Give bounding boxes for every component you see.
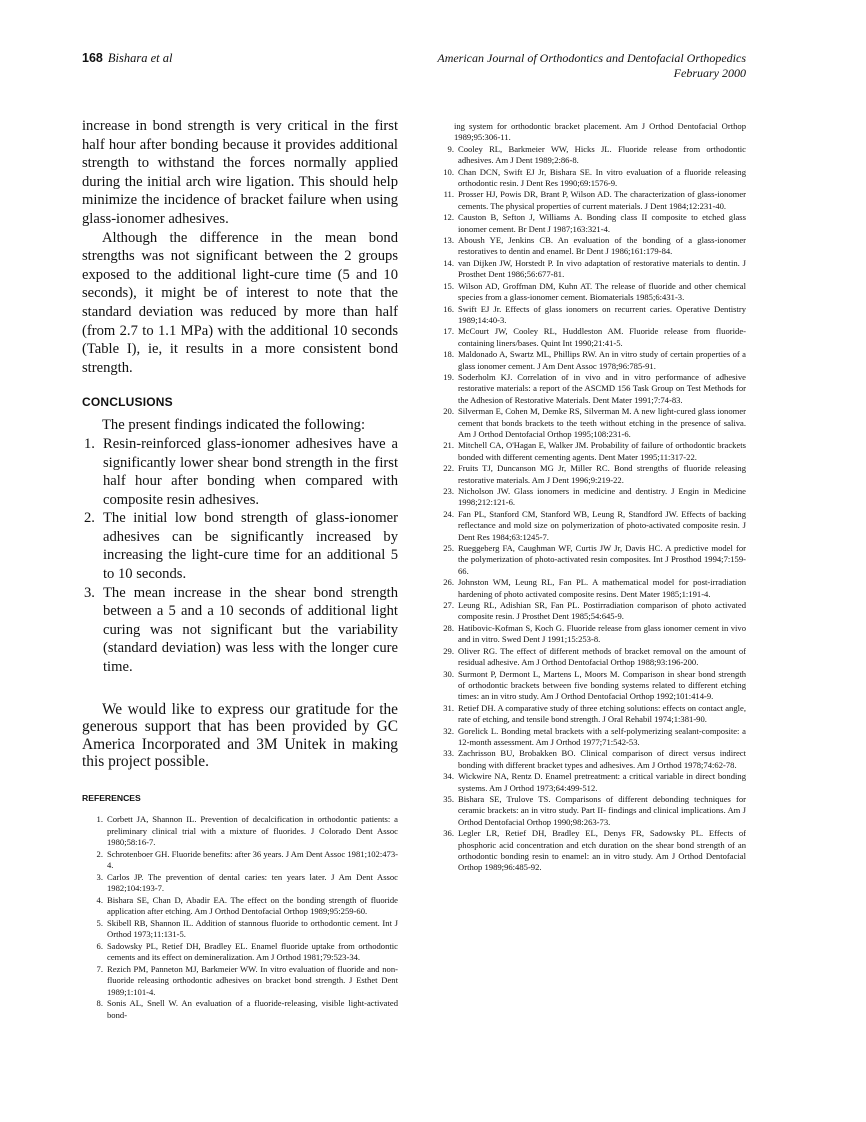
item-number: 6. [96,940,103,951]
item-number: 1. [84,435,95,452]
item-text: Aboush YE, Jenkins CB. An evaluation of the bonding of a glass-ionomer restoratives to dentin and enamel. Br Dent J 1986;161:179-84. [458,235,746,257]
references-list-left [82,814,398,1021]
reference-item [86,964,398,999]
reference-item [86,814,398,849]
item-number: 10. [443,166,454,177]
item-text: The initial low bond strength of glass-ionomer adhesives can be significantly increased by increasing the light-cure time for an additional 5 to 10 seconds. [103,510,398,583]
item-text: Bishara SE, Trulove TS. Comparisons of different debonding techniques for ceramic brackets: an in vitro study. Part II- findings and clinical implications. Am J Orthod Dentofacial Orthop 1990;98:263-73. [458,793,746,827]
conclusions-intro: The present findings indicated the following: [102,417,366,434]
item-text: Nicholson JW. Glass ionomers in medicine and dentistry. J Engin in Medicine 1998;212:121-6. [458,486,746,508]
item-text: Wickwire NA, Rentz D. Enamel pretreatment: a critical variable in direct bonding systems. Am J Orthod 1973;64:499-512. [458,771,746,793]
item-text: Maldonado A, Swartz ML, Phillips RW. An in vitro study of certain properties of a glass ionomer cement. J Am Dent Assoc 1978;96:785-91. [458,349,746,371]
item-text: Leung RL, Adishian SR, Fan PL. Postirradiation comparison of photo activated composite resin. J Prosthet Dent 1985;54:645-9. [458,600,746,622]
reference-item [437,212,746,235]
item-number: 5. [96,917,103,928]
item-number: 28. [443,622,454,633]
reference-item [86,895,398,918]
reference-item [437,577,746,600]
running-authors: Bishara et al [107,51,173,65]
item-text: Resin-reinforced glass-ionomer adhesives have a significantly lower shear bond strength in the first half hour after bonding when compared with composite resin adhesives. [103,435,398,508]
item-number: 29. [443,645,454,656]
item-text: Hatibovic-Kofman S, Koch G. Fluoride release from glass ionomer cement in vivo and in vitro. Swed Dent J 1991;15:253-8. [458,622,746,645]
item-text: Johnston WM, Leung RL, Fan PL. A mathematical model for post-irradiation hardening of photo activated composite resins. Dent Mater 1985;1:191-4. [458,577,746,599]
item-text: Gorelick L. Bonding metal brackets with a self-polymerizing sealant-composite: a 12-month assessment. Am J Orthod 1977;71:542-53. [458,725,746,747]
item-text: Carlos JP. The prevention of dental caries: ten years later. J Am Dent Assoc 1982;104:193-7. [107,871,398,893]
issue-date: February 2000 [673,66,746,80]
reference-item [437,406,746,440]
body-paragraph: Although the difference in the mean bond strengths was not significant between the 2 groups exposed to the additional light-cure time (5 and 10 seconds), it might be of interest to note that the standard deviation was reduced by more than half (from 2.7 to 1.1 MPa) with the additional 10 seconds (Table I), ie, it results in a more consistent bond strength. [82,229,398,376]
running-header-right [437,51,746,81]
reference-item [437,372,746,406]
conclusions-list [82,435,398,677]
reference-item [437,771,746,794]
item-number: 3. [96,871,103,882]
reference-continuation: ing system for orthodontic bracket placement. Am J Orthod Dentofacial Orthop 1989;95:306-11. [454,121,746,143]
reference-item [437,748,746,771]
reference-item [437,509,746,543]
reference-item [86,998,398,1021]
item-number: 36. [443,828,454,839]
reference-item [437,258,746,281]
item-text: The mean increase in the shear bond strength between a 5 and a 10 seconds of additional light curing was not significant but the variability (standard deviation) was less with the longer cure time. [103,584,398,676]
item-number: 22. [443,463,454,474]
item-number: 2. [96,848,103,859]
item-text: Cooley RL, Barkmeier WW, Hicks JL. Fluoride release from orthodontic adhesives. Am J Dent 1989;2:86-8. [458,143,746,166]
item-text: Sonis AL, Snell W. An evaluation of a fluoride-releasing, visible light-activated bond- [107,998,398,1020]
left-column [82,117,398,1021]
reference-item [437,463,746,486]
item-number: 24. [443,508,454,519]
item-text: Rueggeberg FA, Caughman WF, Curtis JW Jr, Davis HC. A predictive model for the polymerization of photo-activated resin composites. Int J Prosthod 1994;7:159-66. [458,543,746,576]
reference-item [437,326,746,349]
conclusion-item [82,435,398,509]
reference-item [437,349,746,372]
item-text: Chan DCN, Swift EJ Jr, Bishara SE. In vitro evaluation of a fluoride releasing orthodontic resin. J Dent Res 1990;69:1576-9. [458,166,746,189]
item-number: 32. [443,725,454,736]
item-text: Schrotenboer GH. Fluoride benefits: after 36 years. J Am Dent Assoc 1981;102:473-4. [107,848,398,870]
item-text: Corbett JA, Shannon IL. Prevention of decalcification in orthodontic patients: a preliminary clinical trial with a mixture of fluorides. J Colorado Dent Assoc 1980;58:16-7. [107,814,398,847]
item-number: 9. [447,143,454,154]
item-text: McCourt JW, Cooley RL, Huddleston AM. Fluoride release from fluoride-containing liners/bases. Quint Int 1990;21:41-5. [458,326,746,348]
reference-item [437,543,746,577]
item-number: 4. [96,894,103,905]
item-text: Causton B, Sefton J, Williams A. Bonding class II composite to etched glass ionomer cement. Br Dent J 1987;163:321-4. [458,212,746,234]
right-column [437,121,746,874]
item-number: 23. [443,486,454,496]
item-number: 33. [443,748,454,759]
item-number: 18. [443,349,454,360]
item-text: Rezich PM, Panneton MJ, Barkmeier WW. In vitro evaluation of fluoride and non-fluoride releasing orthodontic adhesives on bracket bond strength. J Esthet Dent 1989;1:101-4. [107,963,398,997]
item-text: Surmont P, Dermont L, Martens L, Moors M. Comparison in shear bond strength of orthodontic brackets between five bonding systems related to different etching times: an in vitro study. Am J Orthod Dentofacial Orthop 1992;101:414-9. [458,668,746,702]
item-number: 35. [443,793,454,804]
item-number: 27. [443,600,454,611]
item-text: Soderholm KJ. Correlation of in vivo and in vitro performance of adhesive restorative materials: a report of the ASCMD 156 Task Group on Test Methods for the Adhesion of Restorative Materials. Dent Mater 1991;7:74-83. [458,371,746,405]
item-text: Silverman E, Cohen M, Demke RS, Silverman M. A new light-cured glass ionomer cement that bonds brackets to the teeth without etching in the presence of saliva. Am J Orthod Dentofacial Orthop 1995;108:231-6. [458,406,746,439]
item-number: 1. [96,814,103,824]
reference-item [86,941,398,964]
item-number: 7. [96,963,103,974]
item-number: 19. [443,371,454,382]
references-heading: REFERENCES [82,793,141,803]
reference-item [86,849,398,872]
item-text: Retief DH. A comparative study of three etching solutions: effects on contact angle, rate of etching, and tensile bond strength. J Oral Rehabil 1974;1:381-90. [458,702,746,725]
item-text: Swift EJ Jr. Effects of glass ionomers on recurrent caries. Operative Dentistry 1989;14:40-3. [458,303,746,325]
item-number: 30. [443,668,454,679]
reference-item [437,669,746,703]
item-text: Fruits TJ, Duncanson MG Jr, Miller RC. Bond strengths of fluoride releasing restorative materials. Am J Dent 1996;9:219-22. [458,463,746,485]
running-header-left [82,51,172,66]
reference-item [437,600,746,623]
item-text: Bishara SE, Chan D, Abadir EA. The effect on the bonding strength of fluoride application after etching. Am J Orthod Dentofacial Orthop 1989;95:259-60. [107,894,398,916]
item-number: 34. [443,771,454,782]
item-number: 11. [443,189,454,200]
item-text: Skibell RB, Shannon IL. Addition of stannous fluoride to orthodontic cement. Int J Orthod 1973;11:131-5. [107,917,398,939]
item-text: van Dijken JW, Horstedt P. In vivo adaptation of restorative materials to dentin. J Prosthet Dent 1986;56:677-81. [458,257,746,280]
item-number: 12. [443,212,454,223]
item-number: 26. [443,577,454,588]
item-text: Oliver RG. The effect of different methods of bracket removal on the amount of residual adhesive. Am J Orthod Dentofacial Orthop 1988;93:196-200. [458,645,746,668]
reference-item [86,918,398,941]
reference-item [437,144,746,167]
item-text: Sadowsky PL, Retief DH, Bradley EL. Enamel fluoride uptake from orthodontic cements and its effect on demineralization. Am J Orthod 1981;79:523-34. [107,940,398,962]
conclusion-item [82,509,398,583]
item-text: Fan PL, Stanford CM, Stanford WB, Leung R, Standford JW. Effects of backing reflectance and mold size on polymerization of photo-activated composite resin. J Dent Res 1984;63:1245-7. [458,508,746,542]
body-paragraph: increase in bond strength is very critical in the first half hour after bonding because it provides additional strength to withstand the forces normally applied during the initial arch wire ligation. This should help minimize the incidence of bracket failure when using glass-ionomer adhesives. [82,118,398,227]
reference-item [86,872,398,895]
reference-item [437,828,746,874]
reference-item [437,189,746,212]
item-number: 2. [84,510,95,527]
conclusion-item [82,584,398,677]
item-number: 3. [84,584,95,601]
item-text: Legler LR, Retief DH, Bradley EL, Denys FR, Sadowsky PL. Effects of phosphoric acid concentration and etch duration on the shear bond strength of an orthodontic bonding resin to enamel: an in vitro study. Am J Orthod Dentofacial Orthop 1989;96:485-92. [458,828,746,873]
item-number: 20. [443,406,454,417]
item-number: 25. [443,543,454,554]
reference-item [437,304,746,327]
item-number: 21. [443,440,454,451]
reference-item [437,623,746,646]
item-text: Zachrisson BU, Brobakken BO. Clinical comparison of direct versus indirect bonding with different bracket types and adhesives. Am J Orthod 1978;74:62-78. [458,748,746,770]
item-number: 16. [443,303,454,314]
reference-item [437,646,746,669]
references-list-right [437,144,746,874]
reference-item [437,167,746,190]
item-text: Wilson AD, Groffman DM, Kuhn AT. The release of fluoride and other chemical species from a glass-ionomer cement. Biomaterials 1985;6:431-3. [458,280,746,303]
reference-item [437,235,746,258]
item-number: 15. [443,280,454,291]
item-text: Prosser HJ, Powis DR, Brant P, Wilson AD. The characterization of glass-ionomer cements. The physical properties of current materials. J Dent 1984;12:231-40. [458,189,746,211]
item-number: 31. [443,702,454,713]
reference-item [437,794,746,828]
acknowledgment: We would like to express our gratitude for the generous support that has been provided by GC America Incorporated and 3M Unitek in making this project possible. [82,700,398,771]
reference-item [437,726,746,749]
page-number: 168 [82,51,103,65]
reference-item [437,486,746,509]
item-number: 14. [443,257,454,268]
reference-item [437,281,746,304]
journal-title: American Journal of Orthodontics and Dentofacial Orthopedics [437,51,746,65]
item-number: 13. [443,235,454,246]
item-text: Mitchell CA, O'Hagan E, Walker JM. Probability of failure of orthodontic brackets bonded with different cementing agents. Dent Mater 1995;11:317-22. [458,440,746,462]
item-number: 8. [96,998,103,1008]
reference-item [437,703,746,726]
conclusions-heading: CONCLUSIONS [82,395,173,410]
item-number: 17. [443,326,454,337]
reference-item [437,440,746,463]
